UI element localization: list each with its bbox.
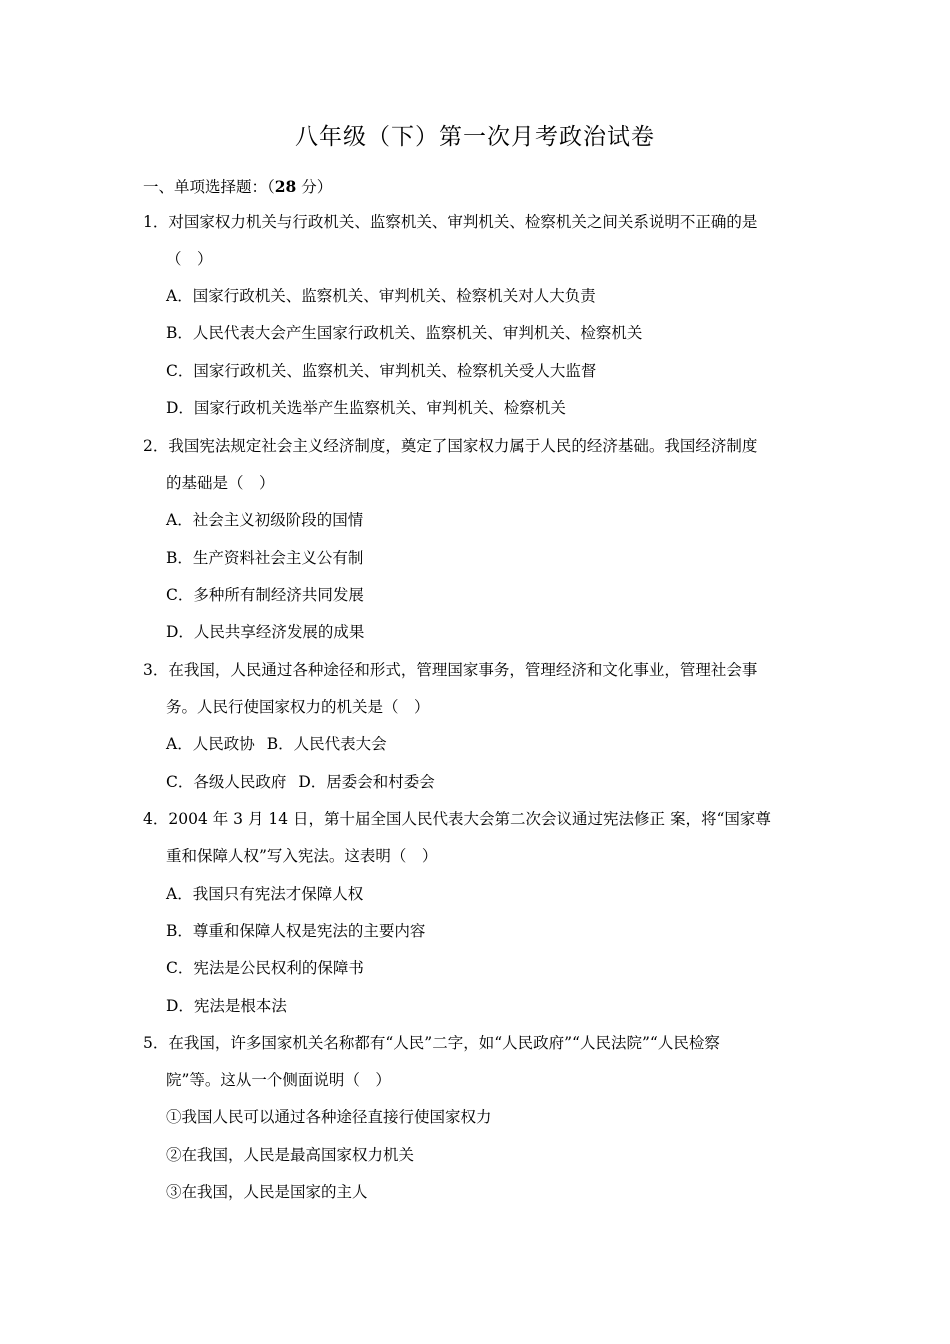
question-3-options-ab: [166, 734, 387, 754]
question-4-option-d: D．宪法是根本法: [166, 997, 287, 1015]
section-points: 28: [274, 177, 297, 196]
question-3-line1: 3．在我国，人民通过各种途径和形式，管理国家事务，管理经济和文化事业，管理社会事: [143, 661, 758, 679]
question-5-statement-1: ①我国人民可以通过各种途径直接行使国家权力: [166, 1108, 492, 1126]
question-1-option-d: D．国家行政机关选举产生监察机关、审判机关、检察机关: [166, 399, 566, 417]
question-5-line1: 5．在我国，许多国家机关名称都有“人民”二字，如“人民政府”“人民法院”“人民检察: [143, 1034, 720, 1052]
question-2-option-b: B．生产资料社会主义公有制: [166, 549, 364, 567]
question-2-line2: 的基础是（ ）: [166, 474, 275, 492]
question-2-option-c: C．多种所有制经济共同发展: [166, 586, 364, 604]
page-title: 八年级（下）第一次月考政治试卷: [295, 124, 655, 150]
question-1-line2: （ ）: [166, 250, 213, 268]
question-4-line1: 4．2004 年 3 月 14 日，第十届全国人民代表大会第二次会议通过宪法修正 案，将“国家尊: [143, 810, 771, 828]
question-4-option-a: A．我国只有宪法才保障人权: [166, 885, 364, 903]
question-5-statement-2: ②在我国，人民是最高国家权力机关: [166, 1146, 415, 1164]
question-2-line1: 2．我国宪法规定社会主义经济制度，奠定了国家权力属于人民的经济基础。我国经济制度: [143, 437, 758, 455]
section-prefix: 一、单项选择题：（: [143, 178, 275, 196]
question-1-option-c: C．国家行政机关、监察机关、审判机关、检察机关受人大监督: [166, 362, 597, 380]
question-5-line2: 院”等。这从一个侧面说明（ ）: [166, 1071, 391, 1089]
question-4-option-c: C．宪法是公民权利的保障书: [166, 959, 364, 977]
question-4-option-b: B．尊重和保障人权是宪法的主要内容: [166, 922, 426, 940]
question-3-option-d: D．居委会和村委会: [298, 773, 435, 791]
question-5-statement-3: ③在我国，人民是国家的主人: [166, 1183, 368, 1201]
question-1-line1: 1．对国家权力机关与行政机关、监察机关、审判机关、检察机关之间关系说明不正确的是: [143, 213, 758, 231]
question-1-option-a: A．国家行政机关、监察机关、审判机关、检察机关对人大负责: [166, 287, 596, 305]
question-4-line2: 重和保障人权”写入宪法。这表明（ ）: [166, 847, 438, 865]
question-1-option-b: B．人民代表大会产生国家行政机关、监察机关、审判机关、检察机关: [166, 324, 643, 342]
question-3-line2: 务。人民行使国家权力的机关是（ ）: [166, 698, 430, 716]
question-3-options-cd: [166, 772, 435, 792]
question-3-option-a: A．人民政协: [166, 735, 255, 753]
section-suffix: 分）: [296, 178, 333, 196]
question-3-option-b: B．人民代表大会: [266, 735, 387, 753]
section-heading: [143, 177, 332, 197]
question-2-option-d: D．人民共享经济发展的成果: [166, 623, 365, 641]
question-3-option-c: C．各级人民政府: [166, 773, 287, 791]
question-2-option-a: A．社会主义初级阶段的国情: [166, 511, 364, 529]
